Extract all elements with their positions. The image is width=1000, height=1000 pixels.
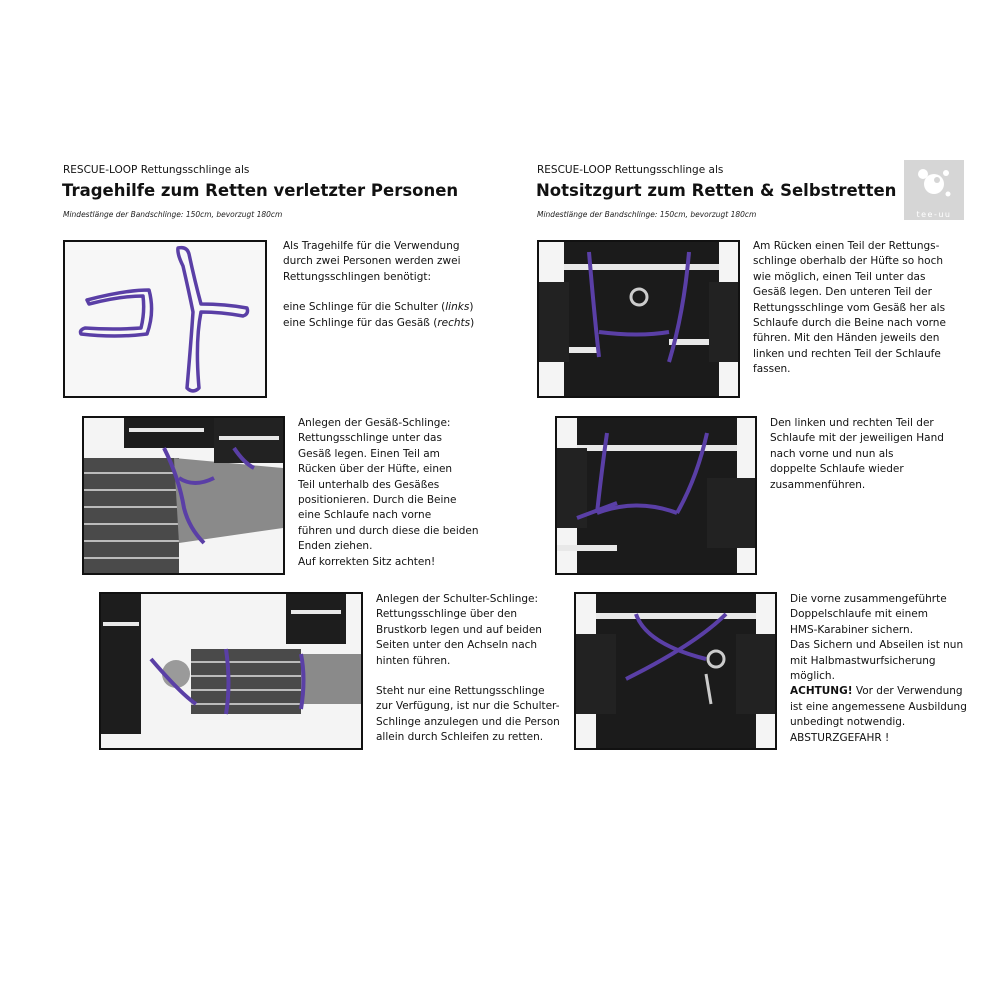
right-step2-line: Den linken und rechten Teil der [770,417,934,429]
right-title: Notsitzgurt zum Retten & Selbstretten [536,181,897,200]
left-step1-text [283,239,493,331]
left-title: Tragehilfe zum Retten verletzter Personen [62,181,459,200]
right-step3-line: Die vorne zusammengeführte [790,593,947,605]
left-step2-line: Enden ziehen. [298,540,373,553]
seat-harness-step2-photo [555,416,757,575]
right-step1-line: fassen. [753,363,791,376]
left-step2-line: Auf korrekten Sitz achten! [298,555,436,568]
right-step2-line: zusammenführen. [770,478,866,491]
right-step2-line: doppelte Schlaufe wieder [770,463,904,476]
left-step1-line1: Als Tragehilfe für die Verwendung [283,240,460,252]
left-step3-line: Steht nur eine Rettungsschlinge [376,685,545,698]
right-step3-line: unbedingt notwendig. [790,716,906,729]
left-step2-line: Rettungsschlinge unter das [298,432,442,445]
loops-photo [63,240,267,398]
rescue-loops-image [65,242,265,396]
left-step2-line: positionieren. Durch die Beine [298,494,457,507]
left-step2-line: Teil unterhalb des Gesäßes [298,478,440,491]
right-step3-line: Das Sichern und Abseilen ist nun [790,639,964,652]
brand-logo [904,160,964,220]
left-step3-line: Brustkorb legen und auf beiden [376,623,542,636]
seat-harness-step3-photo [574,592,777,750]
right-step1-text [753,239,965,378]
seat-harness-step1-photo [537,240,740,398]
warning-text: Vor der Verwendung [852,685,963,698]
warning-label: ACHTUNG! [790,685,853,698]
left-step3-line: Schlinge anzulegen und die Person [376,715,560,728]
left-step3-line: Rettungsschlinge über den [376,608,518,621]
left-kicker: RESCUE-LOOP Rettungsschlinge als [63,164,250,176]
item1-text: eine Schlinge für die Schulter ( [283,301,446,314]
seat-harness-step3-image [576,594,775,748]
left-step3-line: Seiten unter den Achseln nach [376,639,538,652]
right-step3-warning [790,684,990,699]
right-step1-line: linken und rechten Teil der Schlaufe [753,347,941,360]
right-step1-line: schlinge oberhalb der Hüfte so hoch [753,255,944,268]
left-step1-line2: durch zwei Personen werden zwei [283,255,461,268]
right-step1-line: wie möglich, einen Teil unter das [753,270,926,283]
shoulder-sling-image [101,594,361,748]
right-step2-line: nach vorne und nun als [770,447,894,460]
right-step3-line: möglich. [790,670,835,683]
right-step2-line: Schlaufe mit der jeweiligen Hand [770,432,944,445]
right-step1-line: Schlaufe durch die Beine nach vorne [753,317,946,330]
right-kicker: RESCUE-LOOP Rettungsschlinge als [537,164,724,176]
right-step1-line: Gesäß legen. Den unteren Teil der [753,286,932,299]
seat-harness-step2-image [557,418,755,573]
right-step3-line: ABSTURZGEFAHR ! [790,731,890,744]
item2-text: eine Schlinge für das Gesäß ( [283,316,438,329]
item1-end: ) [469,301,474,314]
seat-harness-step1-image [539,242,738,396]
left-step2-line: eine Schlaufe nach vorne [298,509,432,522]
shoulder-sling-photo [99,592,363,750]
logo-dots-icon [904,160,964,206]
left-step1-item2 [283,316,493,331]
right-note: Mindestlänge der Bandschlinge: 150cm, bevorzugt 180cm [537,210,757,219]
right-step3-line: ist eine angemessene Ausbildung [790,700,967,713]
right-step3-line: Doppelschlaufe mit einem [790,608,928,621]
item2-emphasis: rechts [437,316,471,329]
left-step3-line: allein durch Schleifen zu retten. [376,731,544,744]
left-step3-line: hinten führen. [376,654,451,667]
logo-text: tee-uu [916,210,952,219]
right-step3-line: mit Halbmastwurfsicherung [790,654,936,667]
left-step3-text [376,592,576,746]
left-step2-line: Rücken über der Hüfte, einen [298,463,453,476]
left-step1-line3: Rettungsschlingen benötigt: [283,270,432,283]
left-step1-item1 [283,300,493,315]
left-step2-line: führen und durch diese die beiden [298,524,479,537]
left-step2-line: Gesäß legen. Einen Teil am [298,447,440,460]
right-step1-line: Rettungsschlinge vom Gesäß her als [753,301,946,314]
left-step2-text [298,416,498,570]
right-step1-line: führen. Mit den Händen jeweils den [753,332,940,345]
right-step3-text [790,592,990,746]
hip-sling-photo [82,416,285,575]
right-step3-line: HMS-Karabiner sichern. [790,623,914,636]
left-step2-line: Anlegen der Gesäß-Schlinge: [298,417,451,429]
left-step3-line: zur Verfügung, ist nur die Schulter- [376,700,560,713]
right-step1-line: Am Rücken einen Teil der Rettungs- [753,240,940,252]
left-note: Mindestlänge der Bandschlinge: 150cm, bevorzugt 180cm [63,210,283,219]
right-step2-text [770,416,970,493]
item1-emphasis: links [445,301,470,314]
left-step3-line: Anlegen der Schulter-Schlinge: [376,593,539,605]
hip-sling-image [84,418,283,573]
item2-end: ) [470,316,475,329]
